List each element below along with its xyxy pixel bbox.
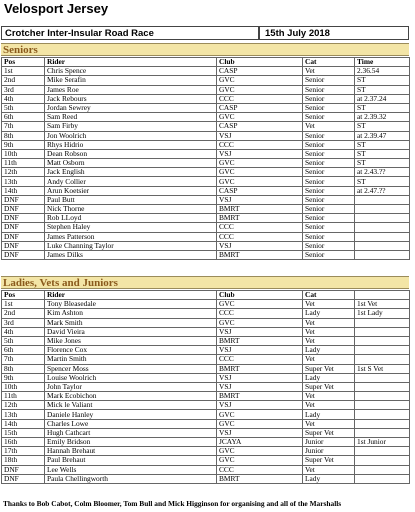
- club-cell: CASP: [217, 67, 303, 76]
- award-cell: 1st Lady: [355, 309, 410, 318]
- rider-cell: Luke Channing Taylor: [45, 241, 217, 250]
- club-cell: GVC: [217, 113, 303, 122]
- category-cell: Vet: [303, 327, 355, 336]
- table-row: [2, 214, 410, 223]
- rider-cell: Sam Firby: [45, 122, 217, 131]
- race-name: Crotcher Inter-Insular Road Race: [1, 26, 259, 40]
- club-cell: VSJ: [217, 327, 303, 336]
- time-cell: [355, 205, 410, 214]
- table-row: [2, 122, 410, 131]
- rider-cell: Chris Spence: [45, 67, 217, 76]
- table-row: [2, 364, 410, 373]
- time-cell: at 2.37.24: [355, 94, 410, 103]
- position-cell: 10th: [2, 149, 45, 158]
- rider-cell: James Dilks: [45, 250, 217, 259]
- footer-thanks: Thanks to Bob Cabot, Colm Bloomer, Tom Bull and Mick Higginson for organising and all of the Marshalls: [3, 499, 342, 508]
- time-cell: ST: [355, 177, 410, 186]
- rider-cell: Hannah Brehaut: [45, 447, 217, 456]
- club-cell: BMRT: [217, 474, 303, 483]
- position-cell: 13th: [2, 177, 45, 186]
- table-row: [2, 223, 410, 232]
- club-cell: GVC: [217, 76, 303, 85]
- position-cell: DNF: [2, 241, 45, 250]
- club-cell: GVC: [217, 447, 303, 456]
- club-cell: CASP: [217, 122, 303, 131]
- position-cell: 9th: [2, 140, 45, 149]
- table-row: [2, 428, 410, 437]
- award-cell: 1st S Vet: [355, 364, 410, 373]
- club-cell: GVC: [217, 159, 303, 168]
- time-cell: at 2.39.47: [355, 131, 410, 140]
- club-cell: VSJ: [217, 401, 303, 410]
- position-cell: 2nd: [2, 309, 45, 318]
- club-cell: GVC: [217, 177, 303, 186]
- club-cell: JCAYA: [217, 438, 303, 447]
- table-row: [2, 346, 410, 355]
- award-cell: [355, 373, 410, 382]
- category-cell: Senior: [303, 94, 355, 103]
- position-cell: 3rd: [2, 85, 45, 94]
- column-header-cat: Cat: [303, 58, 355, 67]
- rider-cell: James Roe: [45, 85, 217, 94]
- club-cell: CCC: [217, 465, 303, 474]
- position-cell: 8th: [2, 131, 45, 140]
- table-row: [2, 140, 410, 149]
- table-row: [2, 195, 410, 204]
- rider-cell: Mark Ecobichon: [45, 392, 217, 401]
- table-row: [2, 177, 410, 186]
- club-cell: CCC: [217, 232, 303, 241]
- rider-cell: Kim Ashton: [45, 309, 217, 318]
- time-cell: at 2.43.??: [355, 168, 410, 177]
- position-cell: 9th: [2, 373, 45, 382]
- position-cell: 12th: [2, 401, 45, 410]
- position-cell: 3rd: [2, 318, 45, 327]
- ladies-vets-juniors-table: [1, 290, 410, 484]
- category-cell: Senior: [303, 177, 355, 186]
- club-cell: GVC: [217, 318, 303, 327]
- club-cell: CASP: [217, 103, 303, 112]
- club-cell: GVC: [217, 300, 303, 309]
- table-row: [2, 85, 410, 94]
- position-cell: 11th: [2, 392, 45, 401]
- page-title: Velosport Jersey: [4, 1, 109, 16]
- ladies-vets-juniors-heading: Ladies, Vets and Juniors: [1, 276, 409, 289]
- position-cell: 1st: [2, 300, 45, 309]
- category-cell: Senior: [303, 186, 355, 195]
- table-row: [2, 336, 410, 345]
- position-cell: 15th: [2, 428, 45, 437]
- category-cell: Vet: [303, 67, 355, 76]
- rider-cell: Jack Rebours: [45, 94, 217, 103]
- rider-cell: Hugh Cathcart: [45, 428, 217, 437]
- time-cell: [355, 241, 410, 250]
- rider-cell: Sam Reed: [45, 113, 217, 122]
- rider-cell: Paula Chellingworth: [45, 474, 217, 483]
- club-cell: BMRT: [217, 392, 303, 401]
- rider-cell: Spencer Moss: [45, 364, 217, 373]
- position-cell: DNF: [2, 232, 45, 241]
- rider-cell: Rhys Hidrio: [45, 140, 217, 149]
- category-cell: Senior: [303, 159, 355, 168]
- position-cell: DNF: [2, 250, 45, 259]
- time-cell: at 2.39.32: [355, 113, 410, 122]
- award-cell: [355, 456, 410, 465]
- club-cell: VSJ: [217, 382, 303, 391]
- award-cell: [355, 318, 410, 327]
- rider-cell: Mark Smith: [45, 318, 217, 327]
- table-row: [2, 438, 410, 447]
- award-cell: 1st Junior: [355, 438, 410, 447]
- club-cell: CCC: [217, 94, 303, 103]
- table-row: [2, 465, 410, 474]
- category-cell: Vet: [303, 300, 355, 309]
- award-cell: [355, 428, 410, 437]
- category-cell: Lady: [303, 346, 355, 355]
- table-row: [2, 76, 410, 85]
- category-cell: Senior: [303, 140, 355, 149]
- award-cell: [355, 382, 410, 391]
- time-cell: ST: [355, 76, 410, 85]
- position-cell: 4th: [2, 94, 45, 103]
- category-cell: Senior: [303, 85, 355, 94]
- category-cell: Vet: [303, 419, 355, 428]
- table-row: [2, 103, 410, 112]
- position-cell: 7th: [2, 122, 45, 131]
- rider-cell: Paul Butt: [45, 195, 217, 204]
- category-cell: Senior: [303, 113, 355, 122]
- position-cell: 13th: [2, 410, 45, 419]
- award-cell: [355, 336, 410, 345]
- category-cell: Vet: [303, 465, 355, 474]
- table-row: [2, 113, 410, 122]
- award-cell: 1st Vet: [355, 300, 410, 309]
- time-cell: ST: [355, 149, 410, 158]
- category-cell: Senior: [303, 168, 355, 177]
- table-row: [2, 232, 410, 241]
- club-cell: BMRT: [217, 214, 303, 223]
- club-cell: CCC: [217, 355, 303, 364]
- rider-cell: Jordan Sewrey: [45, 103, 217, 112]
- time-cell: ST: [355, 85, 410, 94]
- column-header-cat: Cat: [303, 291, 355, 300]
- position-cell: DNF: [2, 195, 45, 204]
- table-row: [2, 327, 410, 336]
- category-cell: Senior: [303, 103, 355, 112]
- award-cell: [355, 465, 410, 474]
- category-cell: Super Vet: [303, 456, 355, 465]
- position-cell: 16th: [2, 438, 45, 447]
- time-cell: ST: [355, 103, 410, 112]
- rider-cell: Jon Woolrich: [45, 131, 217, 140]
- category-cell: Vet: [303, 336, 355, 345]
- time-cell: 2.36.54: [355, 67, 410, 76]
- time-cell: ST: [355, 122, 410, 131]
- category-cell: Senior: [303, 149, 355, 158]
- club-cell: VSJ: [217, 373, 303, 382]
- category-cell: Vet: [303, 122, 355, 131]
- table-row: [2, 205, 410, 214]
- table-row: [2, 401, 410, 410]
- award-cell: [355, 410, 410, 419]
- position-cell: 17th: [2, 447, 45, 456]
- category-cell: Senior: [303, 214, 355, 223]
- club-cell: GVC: [217, 168, 303, 177]
- club-cell: GVC: [217, 456, 303, 465]
- table-row: [2, 241, 410, 250]
- rider-cell: Mike Jones: [45, 336, 217, 345]
- position-cell: 14th: [2, 419, 45, 428]
- position-cell: DNF: [2, 465, 45, 474]
- table-row: [2, 392, 410, 401]
- club-cell: VSJ: [217, 149, 303, 158]
- award-cell: [355, 474, 410, 483]
- award-cell: [355, 346, 410, 355]
- rider-cell: Martin Smith: [45, 355, 217, 364]
- club-cell: VSJ: [217, 241, 303, 250]
- category-cell: Lady: [303, 373, 355, 382]
- rider-cell: Mick le Valiant: [45, 401, 217, 410]
- rider-cell: Stephen Haley: [45, 223, 217, 232]
- position-cell: DNF: [2, 474, 45, 483]
- position-cell: 7th: [2, 355, 45, 364]
- position-cell: 4th: [2, 327, 45, 336]
- club-cell: VSJ: [217, 131, 303, 140]
- time-cell: [355, 214, 410, 223]
- position-cell: DNF: [2, 214, 45, 223]
- club-cell: CCC: [217, 223, 303, 232]
- rider-cell: Paul Brehaut: [45, 456, 217, 465]
- award-cell: [355, 419, 410, 428]
- award-cell: [355, 327, 410, 336]
- column-header-pos: Pos: [2, 58, 45, 67]
- club-cell: GVC: [217, 85, 303, 94]
- club-cell: GVC: [217, 419, 303, 428]
- rider-cell: John Taylor: [45, 382, 217, 391]
- club-cell: BMRT: [217, 336, 303, 345]
- rider-cell: Lee Wells: [45, 465, 217, 474]
- rider-cell: Tony Bleasedale: [45, 300, 217, 309]
- position-cell: 10th: [2, 382, 45, 391]
- club-cell: VSJ: [217, 195, 303, 204]
- category-cell: Senior: [303, 250, 355, 259]
- race-info-row: [1, 26, 409, 40]
- category-cell: Senior: [303, 205, 355, 214]
- table-row: [2, 159, 410, 168]
- column-header-club: Club: [217, 291, 303, 300]
- category-cell: Senior: [303, 131, 355, 140]
- table-row: [2, 474, 410, 483]
- rider-cell: Daniele Hanley: [45, 410, 217, 419]
- position-cell: DNF: [2, 223, 45, 232]
- club-cell: GVC: [217, 410, 303, 419]
- table-row: [2, 149, 410, 158]
- category-cell: Junior: [303, 447, 355, 456]
- column-header-rider: Rider: [45, 291, 217, 300]
- category-cell: Super Vet: [303, 382, 355, 391]
- category-cell: Vet: [303, 355, 355, 364]
- club-cell: BMRT: [217, 364, 303, 373]
- club-cell: BMRT: [217, 205, 303, 214]
- position-cell: 5th: [2, 103, 45, 112]
- club-cell: CASP: [217, 186, 303, 195]
- rider-cell: Louise Woolrich: [45, 373, 217, 382]
- table-row: [2, 410, 410, 419]
- rider-cell: Arun Koetsier: [45, 186, 217, 195]
- time-cell: [355, 232, 410, 241]
- position-cell: 11th: [2, 159, 45, 168]
- position-cell: 1st: [2, 67, 45, 76]
- column-header-award: [355, 291, 410, 300]
- position-cell: 5th: [2, 336, 45, 345]
- category-cell: Lady: [303, 410, 355, 419]
- table-row: [2, 456, 410, 465]
- table-row: [2, 309, 410, 318]
- category-cell: Super Vet: [303, 428, 355, 437]
- ladies-header-row: [2, 291, 410, 300]
- seniors-heading: Seniors: [1, 43, 409, 56]
- rider-cell: David Vieira: [45, 327, 217, 336]
- table-row: [2, 318, 410, 327]
- time-cell: [355, 223, 410, 232]
- column-header-club: Club: [217, 58, 303, 67]
- rider-cell: Nick Thorne: [45, 205, 217, 214]
- category-cell: Senior: [303, 76, 355, 85]
- rider-cell: James Patterson: [45, 232, 217, 241]
- club-cell: BMRT: [217, 250, 303, 259]
- race-date: 15th July 2018: [259, 26, 409, 40]
- rider-cell: Andy Collier: [45, 177, 217, 186]
- table-row: [2, 94, 410, 103]
- position-cell: 12th: [2, 168, 45, 177]
- column-header-rider: Rider: [45, 58, 217, 67]
- seniors-header-row: [2, 58, 410, 67]
- position-cell: 6th: [2, 346, 45, 355]
- rider-cell: Emily Bridson: [45, 438, 217, 447]
- category-cell: Vet: [303, 401, 355, 410]
- table-row: [2, 250, 410, 259]
- position-cell: 8th: [2, 364, 45, 373]
- time-cell: [355, 250, 410, 259]
- position-cell: 2nd: [2, 76, 45, 85]
- table-row: [2, 168, 410, 177]
- rider-cell: Charles Lowe: [45, 419, 217, 428]
- position-cell: DNF: [2, 205, 45, 214]
- table-row: [2, 186, 410, 195]
- award-cell: [355, 355, 410, 364]
- award-cell: [355, 392, 410, 401]
- table-row: [2, 382, 410, 391]
- time-cell: ST: [355, 159, 410, 168]
- table-row: [2, 300, 410, 309]
- table-row: [2, 373, 410, 382]
- rider-cell: Dean Robson: [45, 149, 217, 158]
- rider-cell: Matt Osborn: [45, 159, 217, 168]
- category-cell: Senior: [303, 241, 355, 250]
- category-cell: Lady: [303, 309, 355, 318]
- award-cell: [355, 401, 410, 410]
- time-cell: [355, 195, 410, 204]
- category-cell: Super Vet: [303, 364, 355, 373]
- table-row: [2, 67, 410, 76]
- category-cell: Vet: [303, 392, 355, 401]
- table-row: [2, 131, 410, 140]
- column-header-time: Time: [355, 58, 410, 67]
- table-row: [2, 447, 410, 456]
- rider-cell: Rob LLoyd: [45, 214, 217, 223]
- category-cell: Senior: [303, 195, 355, 204]
- category-cell: Senior: [303, 232, 355, 241]
- club-cell: CCC: [217, 140, 303, 149]
- category-cell: Lady: [303, 474, 355, 483]
- column-header-pos: Pos: [2, 291, 45, 300]
- time-cell: ST: [355, 140, 410, 149]
- rider-cell: Jack English: [45, 168, 217, 177]
- position-cell: 14th: [2, 186, 45, 195]
- seniors-table: [1, 57, 410, 260]
- award-cell: [355, 447, 410, 456]
- club-cell: VSJ: [217, 346, 303, 355]
- time-cell: at 2.47.??: [355, 186, 410, 195]
- club-cell: VSJ: [217, 428, 303, 437]
- position-cell: 6th: [2, 113, 45, 122]
- table-row: [2, 355, 410, 364]
- category-cell: Junior: [303, 438, 355, 447]
- position-cell: 18th: [2, 456, 45, 465]
- club-cell: CCC: [217, 309, 303, 318]
- rider-cell: Florence Cox: [45, 346, 217, 355]
- category-cell: Vet: [303, 318, 355, 327]
- rider-cell: Mike Serafin: [45, 76, 217, 85]
- category-cell: Senior: [303, 223, 355, 232]
- table-row: [2, 419, 410, 428]
